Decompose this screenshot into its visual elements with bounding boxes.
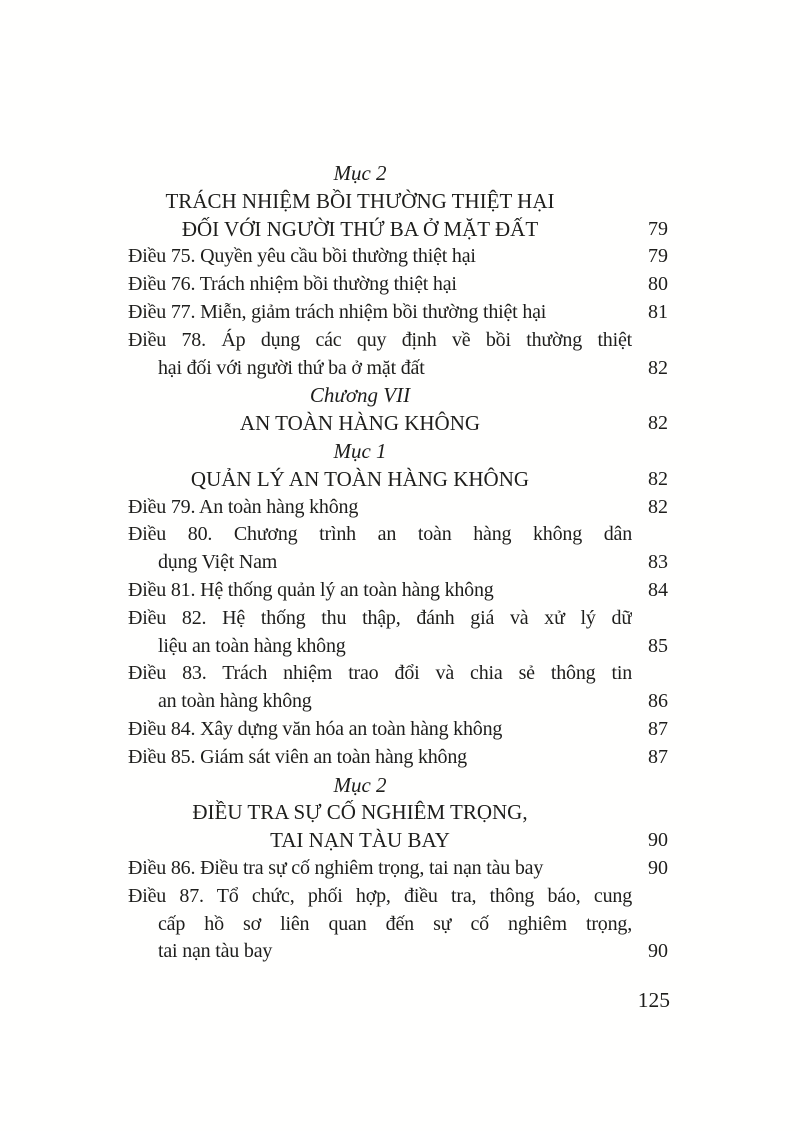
toc-page-number: 82 <box>648 356 668 379</box>
toc-entry-text: TAI NẠN TÀU BAY <box>270 828 450 853</box>
toc-page-number: 83 <box>648 551 668 574</box>
toc-article-line <box>128 688 668 716</box>
toc-article-line <box>128 883 668 911</box>
toc-entry-text: Điều 84. Xây dựng văn hóa an toàn hàng không <box>128 717 503 740</box>
toc-entry-text: Điều 83. Trách nhiệm trao đổi và chia sẻ thông tin <box>128 662 632 685</box>
toc-heading-line <box>128 188 668 216</box>
toc-entry-text: Mục 1 <box>333 438 387 463</box>
page-folio: 125 <box>637 988 670 1012</box>
toc-entry-text: Điều 75. Quyền yêu cầu bồi thường thiệt hại <box>128 245 476 268</box>
toc-article-line <box>128 577 668 605</box>
toc-article-line <box>128 660 668 688</box>
toc-entry-text: an toàn hàng không <box>158 690 312 713</box>
toc-page-number: 79 <box>648 217 668 240</box>
toc-heading-line <box>128 827 668 855</box>
toc-heading-line <box>128 466 668 494</box>
toc-entry-text: QUẢN LÝ AN TOÀN HÀNG KHÔNG <box>190 466 530 491</box>
toc-entry-text: Điều 85. Giám sát viên an toàn hàng không <box>128 745 467 768</box>
toc-page-number: 81 <box>648 300 668 323</box>
toc-section-label <box>128 382 668 410</box>
toc-entry-text: Điều 79. An toàn hàng không <box>128 495 359 518</box>
toc-entry-text: Điều 87. Tổ chức, phối hợp, điều tra, thông báo, cung <box>128 884 632 907</box>
toc-entry-text: dụng Việt Nam <box>158 551 278 574</box>
toc-page-number: 82 <box>648 467 668 490</box>
toc-article-line <box>128 299 668 327</box>
toc-page-number: 84 <box>648 578 668 601</box>
toc-page-number: 80 <box>648 273 668 296</box>
toc-article-line <box>128 855 668 883</box>
toc-article-line <box>128 938 668 966</box>
toc-entry-text: tai nạn tàu bay <box>158 940 273 963</box>
toc-page-number: 90 <box>648 940 668 963</box>
toc-article-line <box>128 521 668 549</box>
toc-page-number: 90 <box>648 829 668 852</box>
toc-entry-text: Điều 76. Trách nhiệm bồi thường thiệt hại <box>128 273 457 296</box>
toc-article-line <box>128 243 668 271</box>
toc-entry-text: Điều 80. Chương trình an toàn hàng không dân <box>128 523 632 546</box>
toc-page-number: 87 <box>648 745 668 768</box>
table-of-contents <box>128 160 668 966</box>
toc-page-number: 82 <box>648 495 668 518</box>
toc-page-number: 90 <box>648 856 668 879</box>
toc-entry-text: liệu an toàn hàng không <box>158 634 346 657</box>
toc-entry-text: Mục 2 <box>333 772 387 797</box>
toc-entry-text: ĐỐI VỚI NGƯỜI THỨ BA Ở MẶT ĐẤT <box>181 216 539 241</box>
toc-page-number: 82 <box>648 412 668 435</box>
toc-section-label <box>128 160 668 188</box>
toc-article-line <box>128 911 668 939</box>
toc-entry-text: Điều 77. Miễn, giảm trách nhiệm bồi thường thiệt hại <box>128 300 547 323</box>
toc-article-line <box>128 494 668 522</box>
toc-article-line <box>128 355 668 383</box>
toc-article-line <box>128 744 668 772</box>
toc-article-line <box>128 271 668 299</box>
toc-entry-text: AN TOÀN HÀNG KHÔNG <box>239 411 481 436</box>
toc-article-line <box>128 716 668 744</box>
toc-article-line <box>128 549 668 577</box>
toc-entry-text: TRÁCH NHIỆM BỒI THƯỜNG THIỆT HẠI <box>165 188 555 213</box>
toc-heading-line <box>128 216 668 244</box>
toc-section-label <box>128 772 668 800</box>
toc-page-number: 85 <box>648 634 668 657</box>
toc-article-line <box>128 327 668 355</box>
toc-entry-text: Điều 82. Hệ thống thu thập, đánh giá và xử lý dữ <box>128 606 632 629</box>
toc-heading-line <box>128 410 668 438</box>
toc-section-label <box>128 438 668 466</box>
toc-entry-text: Mục 2 <box>333 161 387 185</box>
toc-article-line <box>128 605 668 633</box>
toc-page-number: 86 <box>648 690 668 713</box>
toc-entry-text: Chương VII <box>309 383 411 408</box>
toc-page-number: 87 <box>648 717 668 740</box>
toc-entry-text: Điều 81. Hệ thống quản lý an toàn hàng không <box>128 578 494 601</box>
toc-entry-text: cấp hồ sơ liên quan đến sự cố nghiêm trọng, <box>158 912 632 935</box>
toc-page-number: 79 <box>648 245 668 268</box>
toc-article-line <box>128 633 668 661</box>
toc-heading-line <box>128 799 668 827</box>
toc-entry-text: hại đối với người thứ ba ở mặt đất <box>158 356 425 379</box>
toc-entry-text: Điều 86. Điều tra sự cố nghiêm trọng, tai nạn tàu bay <box>128 856 544 879</box>
toc-entry-text: ĐIỀU TRA SỰ CỐ NGHIÊM TRỌNG, <box>192 800 528 825</box>
toc-entry-text: Điều 78. Áp dụng các quy định về bồi thường thiệt <box>128 328 632 351</box>
